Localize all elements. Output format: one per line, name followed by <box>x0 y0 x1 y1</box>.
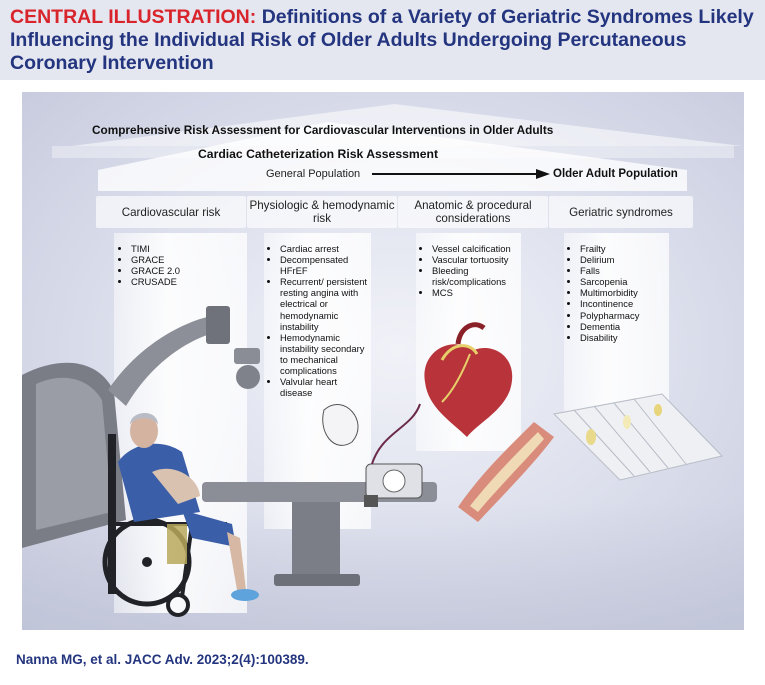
list-item: • Disability <box>580 332 675 343</box>
list-item: • Vessel calcification <box>432 243 527 254</box>
list-item: • Hemodynamic instability secondary to mechanical complications <box>280 332 372 376</box>
list-item: • Delirium <box>580 254 675 265</box>
list-item: • Multimorbidity <box>580 287 675 298</box>
list-item: • GRACE <box>131 254 243 265</box>
header-banner <box>0 0 765 80</box>
list-item: • Cardiac arrest <box>280 243 372 254</box>
list-item: • Dementia <box>580 321 675 332</box>
header-title <box>10 6 755 75</box>
column-heading-physiologic: Physiologic & hemodynamic risk <box>249 199 395 225</box>
pill-organizer <box>554 394 722 480</box>
general-population-label: General Population <box>266 168 361 180</box>
older-adult-population-label: Older Adult Population <box>553 168 678 180</box>
outer-title: Comprehensive Risk Assessment for Cardiovascular Interventions in Older Adults <box>92 123 554 137</box>
list-item: • Bleeding risk/complications <box>432 265 527 287</box>
list-item: • Recurrent/ persistent resting angina with electrical or hemodynamic instability <box>280 276 372 331</box>
header-title-text: Definitions of a Variety of Geriatric Syndromes Likely Influencing the Individual Risk of Older Adults Undergoing Percutaneous Coronary Intervention <box>10 6 754 74</box>
list-item: • CRUSADE <box>131 276 243 287</box>
list-item: • Polypharmacy <box>580 310 675 321</box>
list-item: • Decompensated HFrEF <box>280 254 372 276</box>
list-item: • Vascular tortuosity <box>432 254 527 265</box>
illustration-stage <box>22 92 744 630</box>
vessel-cross-section <box>458 422 554 522</box>
citation: Nanna MG, et al. JACC Adv. 2023;2(4):100389. <box>16 652 309 667</box>
list-item: • Incontinence <box>580 298 675 309</box>
list-item: • Sarcopenia <box>580 276 675 287</box>
inner-title: Cardiac Catheterization Risk Assessment <box>198 147 439 161</box>
heart-illustration <box>424 325 512 437</box>
column-heading-geriatric: Geriatric syndromes <box>569 205 673 219</box>
column-heading-cardiovascular: Cardiovascular risk <box>121 205 221 219</box>
list-item: • Frailty <box>580 243 675 254</box>
list-item: • MCS <box>432 287 527 298</box>
list-item: • TIMI <box>131 243 243 254</box>
list-item: • Falls <box>580 265 675 276</box>
scene-illustration <box>22 92 744 630</box>
list-item: • GRACE 2.0 <box>131 265 243 276</box>
list-item: • Valvular heart disease <box>280 376 372 398</box>
column-heading-anatomic: Anatomic & procedural considerations <box>414 199 532 225</box>
header-label: CENTRAL ILLUSTRATION: <box>10 6 257 28</box>
